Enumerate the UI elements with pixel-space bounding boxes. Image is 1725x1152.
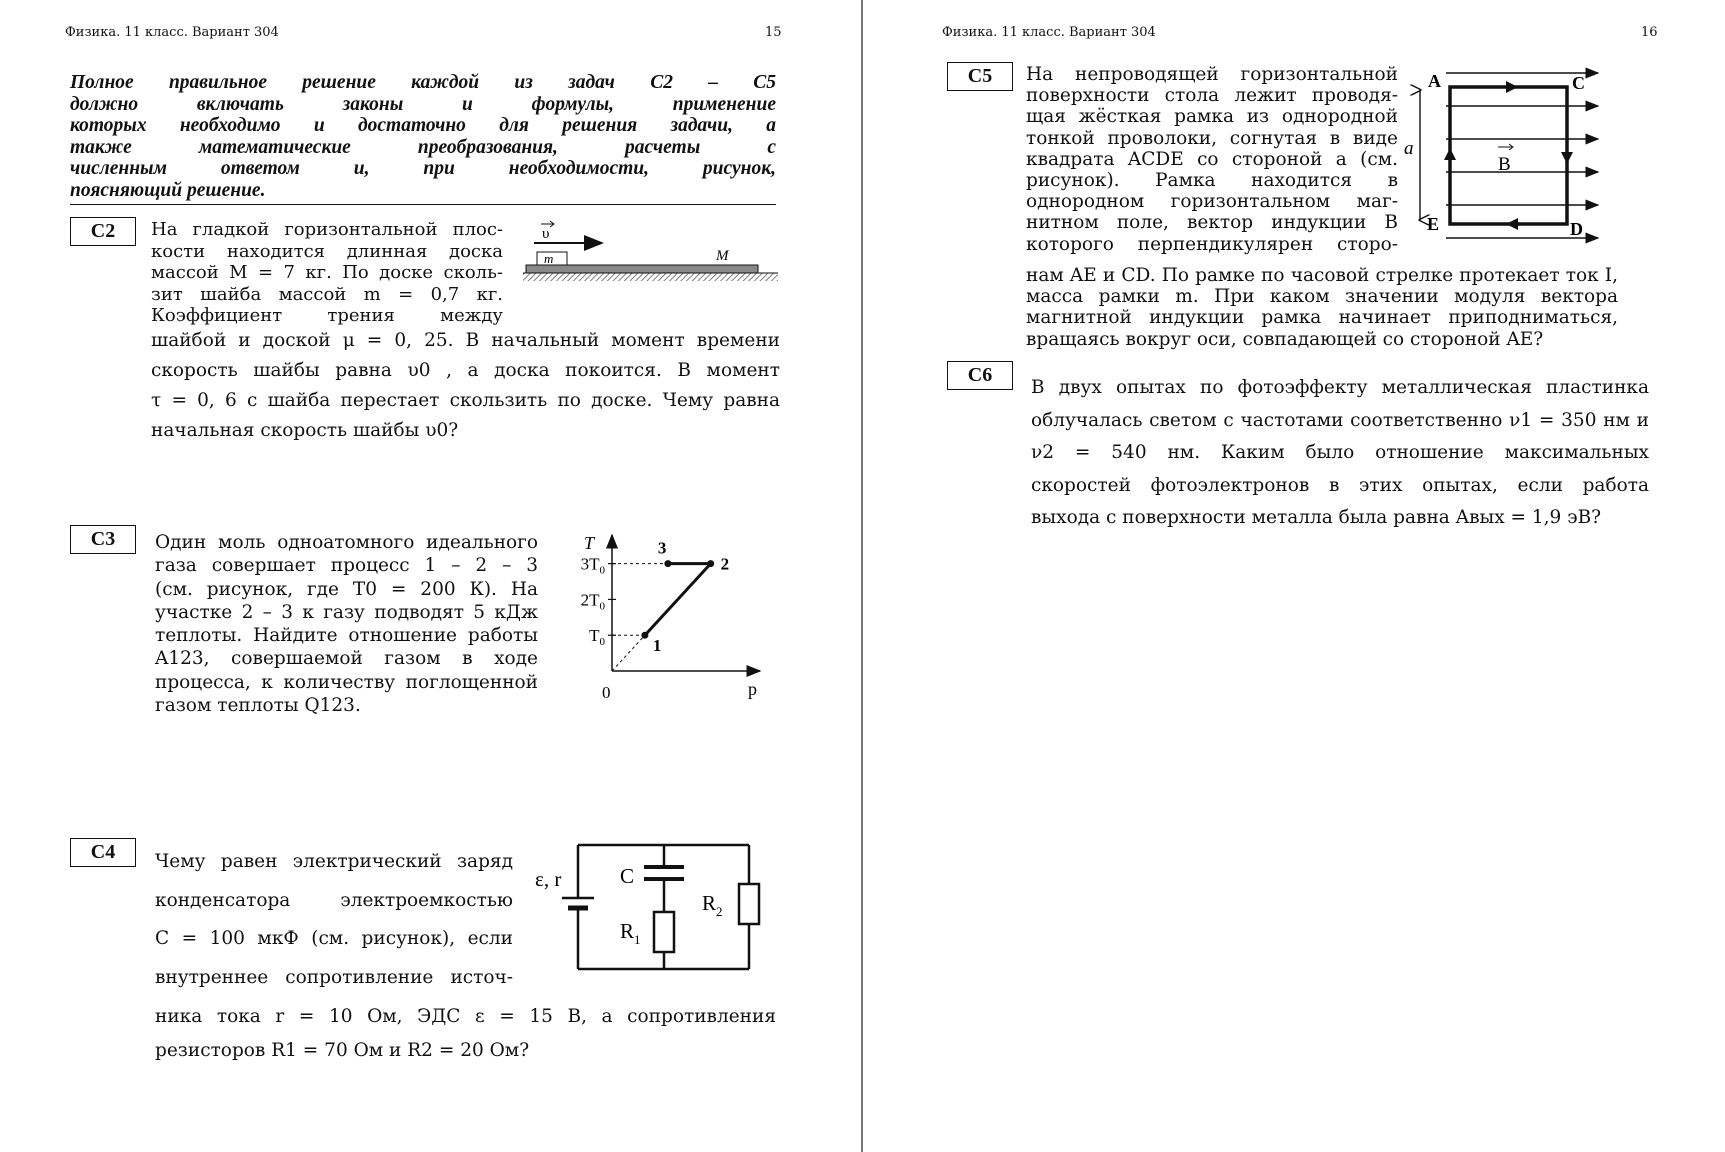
text-line: нитном поле, вектор индукции B bbox=[1026, 212, 1398, 234]
task-c3-text bbox=[155, 531, 538, 717]
left-page bbox=[0, 0, 862, 1152]
task-label-c4: С4 bbox=[70, 838, 136, 867]
task-c4-text bbox=[155, 843, 513, 997]
text-line: массой M = 7 кг. По доске сколь- bbox=[151, 262, 503, 283]
r2-label-sub: 2 bbox=[716, 904, 723, 919]
text-line: газом теплоты Q123. bbox=[155, 695, 361, 717]
vertex-a: A bbox=[1428, 71, 1441, 91]
puck-label: m bbox=[544, 251, 554, 266]
side-label: a bbox=[1404, 138, 1414, 159]
y-tick-label: $2T_0$ bbox=[580, 590, 605, 613]
current-arrow-top bbox=[1506, 81, 1518, 93]
c2-figure bbox=[520, 215, 780, 295]
text-line: зит шайба массой m = 0,7 кг. bbox=[151, 283, 503, 305]
task-c6-text bbox=[1031, 372, 1649, 535]
text-line: шайбой и доской μ = 0, 25. В начальный момент времени bbox=[151, 330, 780, 351]
state-point-2 bbox=[707, 560, 714, 567]
text-line: Чему равен электрический заряд bbox=[155, 851, 513, 872]
text-line: вращаясь вокруг оси, совпадающей со стороной AE? bbox=[1026, 328, 1544, 350]
state-point-3 bbox=[664, 560, 671, 567]
c4-circuit bbox=[530, 840, 770, 975]
text-line: поверхности стола лежит проводя- bbox=[1026, 85, 1398, 107]
page-header: Физика. 11 класс. Вариант 304 bbox=[65, 25, 279, 40]
current-arrow-bottom bbox=[1506, 218, 1518, 230]
text-line: ника тока r = 10 Ом, ЭДС ε = 15 В, а сопротивления bbox=[155, 1006, 776, 1027]
r1-label-sub: 1 bbox=[634, 932, 641, 947]
text-line: конденсатора электроемкостью bbox=[155, 889, 513, 911]
text-line: однородном горизонтальном маг- bbox=[1026, 191, 1398, 213]
instruction-line: также математические преобразования, расчеты с bbox=[70, 136, 776, 158]
text-line: (см. рисунок, где T0 = 200 К). На bbox=[155, 578, 538, 600]
task-c5-text bbox=[1026, 64, 1398, 255]
text-line: начальная скорость шайбы υ0? bbox=[151, 420, 459, 441]
page-header: Физика. 11 класс. Вариант 304 bbox=[942, 25, 1156, 40]
text-line: На гладкой горизонтальной плос- bbox=[151, 219, 503, 240]
r1-label: $R_1$ bbox=[620, 919, 641, 947]
task-c2-text-cont bbox=[151, 326, 780, 446]
current-arrow-left bbox=[1444, 148, 1456, 160]
text-line: тонкой проволоки, согнутая в виде bbox=[1026, 127, 1398, 149]
task-c5-text-cont bbox=[1026, 265, 1618, 350]
task-label-c2: С2 bbox=[70, 217, 136, 246]
process-segment bbox=[645, 564, 711, 636]
current-arrow-right bbox=[1561, 152, 1573, 164]
page-number: 15 bbox=[765, 25, 782, 40]
instruction-line: численным ответом и, при необходимости, рисунок, bbox=[70, 158, 776, 179]
state-label-1: 1 bbox=[652, 636, 662, 656]
x-axis-label: p bbox=[748, 679, 757, 699]
board bbox=[526, 265, 758, 273]
instruction-line: поясняющий решение. bbox=[70, 179, 266, 201]
text-line: выхода с поверхности металла была равна Aвых = 1,9 эВ? bbox=[1031, 507, 1602, 528]
resistor-r1 bbox=[654, 912, 674, 952]
text-line: которого перпендикулярен сторо- bbox=[1026, 233, 1398, 255]
capacitor-label: C bbox=[620, 864, 635, 888]
task-c2-text bbox=[151, 219, 503, 327]
text-line: На непроводящей горизонтальной bbox=[1026, 64, 1398, 85]
text-line: кости находится длинная доска bbox=[151, 240, 503, 262]
text-line: резисторов R1 = 70 Ом и R2 = 20 Ом? bbox=[155, 1040, 530, 1061]
text-line: квадрата ACDE со стороной a (см. bbox=[1026, 148, 1398, 170]
text-line: Один моль одноатомного идеального bbox=[155, 532, 538, 553]
y-tick-label: $T_0$ bbox=[589, 626, 605, 649]
c3-pt-diagram bbox=[560, 525, 780, 710]
text-line: участке 2 – 3 к газу подводят 5 кДж bbox=[155, 601, 538, 623]
text-line: теплоты. Найдите отношение работы bbox=[155, 625, 538, 647]
text-line: внутреннее сопротивление источ- bbox=[155, 966, 513, 988]
text-line: В двух опытах по фотоэффекту металлическая пластинка bbox=[1031, 377, 1649, 398]
r2-label: $R_2$ bbox=[702, 891, 723, 919]
task-c4-text-cont bbox=[155, 1000, 776, 1068]
text-line: процесса, к количеству поглощенной bbox=[155, 671, 538, 693]
task-label-c5: С5 bbox=[947, 62, 1013, 91]
separator-line bbox=[70, 204, 776, 205]
source-label: ε, r bbox=[535, 867, 562, 891]
right-page bbox=[862, 0, 1725, 1152]
task-label-c3: С3 bbox=[70, 525, 136, 554]
instruction-line: Полное правильное решение каждой из задач С2 – С5 bbox=[70, 72, 776, 93]
text-line: газа совершает процесс 1 – 2 – 3 bbox=[155, 555, 538, 577]
text-line: Коэффициент трения между bbox=[151, 305, 503, 326]
y-tick-label: $3T_0$ bbox=[580, 554, 605, 577]
y-axis-label: T bbox=[584, 533, 595, 553]
vertex-d: D bbox=[1570, 219, 1583, 239]
state-label-3: 3 bbox=[657, 538, 667, 558]
vertex-e: E bbox=[1427, 214, 1440, 234]
task-label-c6: С6 bbox=[947, 361, 1013, 390]
instructions bbox=[70, 72, 776, 201]
text-line: масса рамки m. При каком значении модуля вектора bbox=[1026, 286, 1618, 308]
instruction-line: должно включать законы и формулы, применение bbox=[70, 93, 776, 115]
guide-origin-to-1 bbox=[612, 635, 645, 671]
c5-frame-figure bbox=[1404, 60, 1630, 250]
text-line: A123, совершаемой газом в ходе bbox=[155, 648, 538, 670]
text-line: магнитной индукции рамка начинает приподниматься, bbox=[1026, 307, 1618, 329]
velocity-label: υ bbox=[542, 226, 550, 242]
text-line: щая жёсткая рамка из однородной bbox=[1026, 106, 1398, 128]
text-line: скоростей фотоэлектронов в этих опытах, если работа bbox=[1031, 474, 1649, 496]
text-line: нам AE и CD. По рамке по часовой стрелке протекает ток I, bbox=[1026, 265, 1618, 286]
vertex-c: C bbox=[1572, 73, 1585, 93]
board-label: M bbox=[716, 248, 729, 264]
state-label-2: 2 bbox=[720, 554, 730, 574]
field-label: B bbox=[1498, 154, 1511, 175]
text-line: ν2 = 540 нм. Каким было отношение максимальных bbox=[1031, 442, 1649, 463]
table-surface bbox=[523, 273, 778, 281]
text-line: τ = 0, 6 с шайба перестает скользить по доске. Чему равна bbox=[151, 390, 780, 411]
state-point-1 bbox=[641, 632, 648, 639]
text-line: скорость шайбы равна υ0 , а доска покоится. В момент bbox=[151, 360, 780, 381]
text-line: С = 100 мкФ (см. рисунок), если bbox=[155, 928, 513, 949]
origin-label: 0 bbox=[602, 683, 611, 702]
resistor-r2 bbox=[739, 884, 759, 924]
page-number: 16 bbox=[1641, 25, 1658, 40]
instruction-line: которых необходимо и достаточно для решения задачи, а bbox=[70, 115, 776, 136]
text-line: облучалась светом с частотами соответственно ν1 = 350 нм и bbox=[1031, 409, 1649, 431]
text-line: рисунок). Рамка находится в bbox=[1026, 170, 1398, 192]
